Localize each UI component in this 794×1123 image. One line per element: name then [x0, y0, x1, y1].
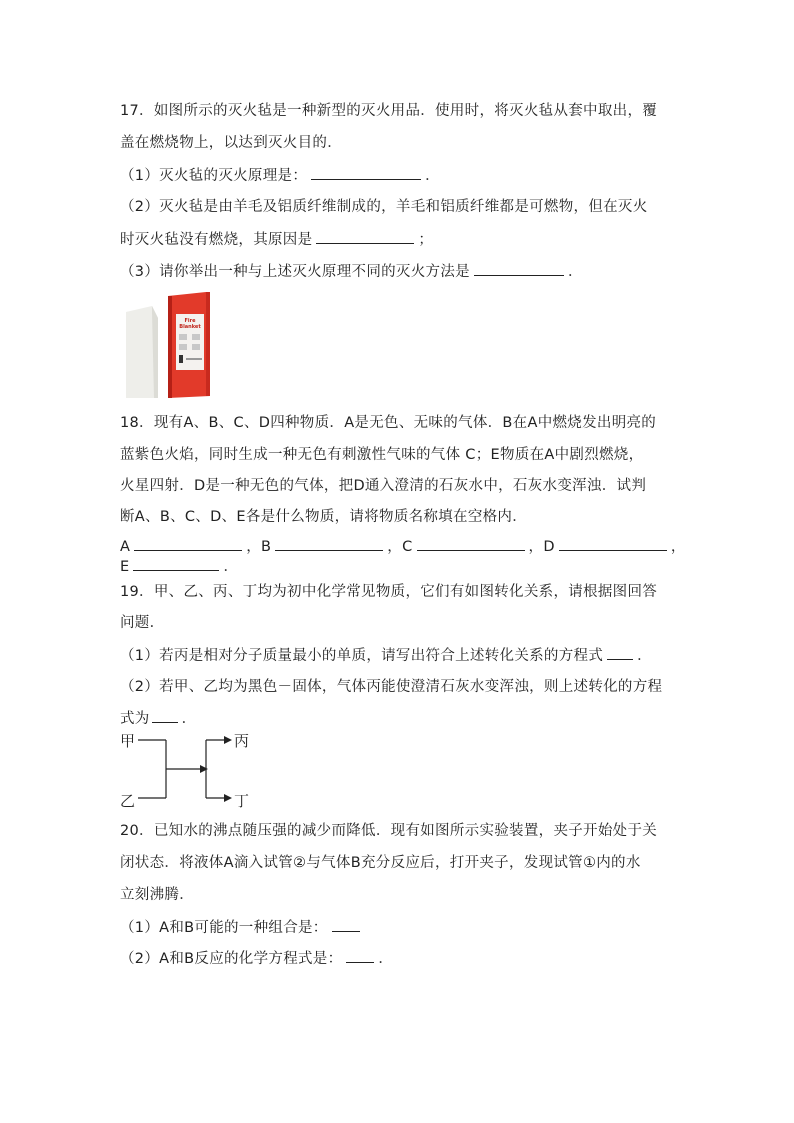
q20-sub-2 [120, 948, 393, 969]
q19-line-1: 19．甲、乙、丙、丁均为初中化学常见物质，它们有如图转化关系，请根据图回答 [120, 584, 658, 600]
q18-label-d: D [543, 539, 555, 555]
q17-line-1: 17．如图所示的灭火毡是一种新型的灭火用品．使用时，将灭火毡从套中取出，覆 [120, 103, 658, 119]
fire-blanket-photo [122, 292, 218, 400]
q18-blank-c[interactable] [417, 536, 525, 551]
q17-sub-3-text: （3）请你举出一种与上述灭火原理不同的灭火方法是 [120, 264, 470, 280]
q19-line-2: 问题． [120, 615, 165, 631]
q20-line-2: 闭状态．将液体A滴入试管②与气体B充分反应后，打开夹子，发现试管①内的水 [120, 855, 641, 871]
q18-answers [120, 536, 686, 557]
q20-line-1: 20．已知水的沸点随压强的减少而降低．现有如图所示实验装置，夹子开始处于关 [120, 823, 658, 839]
q17-blank-1[interactable] [311, 165, 421, 180]
q19-blank-1[interactable] [607, 645, 633, 660]
q20-blank-1[interactable] [332, 917, 360, 932]
q18-line-4: 断A、B、C、D、E各是什么物质，请将物质名称填在空格内． [120, 509, 528, 525]
q17-sub-1-text: （1）灭火毡的灭火原理是： [120, 168, 308, 184]
q17-blank-2[interactable] [316, 229, 414, 244]
q19-sub-1-end: ． [637, 648, 652, 664]
q18-comma-2: ， [387, 539, 403, 555]
blanket-label-1: Fire [184, 318, 196, 324]
q18-label-a: A [120, 539, 131, 555]
q19-sub-2-end: ． [181, 711, 197, 727]
diagram-label-jia: 甲 [120, 732, 136, 750]
q19-sub-2-text: 式为 [120, 711, 150, 727]
q18-line-1: 18．现有A、B、C、D四种物质．A是无色、无味的气体．B在A中燃烧发出明亮的 [120, 415, 657, 431]
diagram-label-bing: 丙 [234, 732, 250, 750]
q18-end: ． [223, 559, 239, 575]
q18-answer-e [120, 556, 238, 577]
diagram-label-ding: 丁 [234, 792, 250, 810]
q17-sub-3 [120, 261, 583, 282]
diagram-arrow-middle-icon [200, 765, 208, 773]
q18-line-2: 蓝紫色火焰，同时生成一种无色有刺激性气味的气体 C；E物质在A中剧烈燃烧， [120, 447, 644, 463]
q18-label-c: C [402, 539, 413, 555]
q17-sub-1 [120, 165, 440, 186]
q20-blank-2[interactable] [346, 948, 374, 963]
q18-blank-d[interactable] [559, 536, 667, 551]
q17-sub-2-text: 时灭火毡没有燃烧，其原因是 [120, 232, 313, 248]
q20-sub-1-text: （1）A和B可能的一种组合是： [120, 920, 328, 936]
q20-sub-1 [120, 917, 364, 938]
q18-label-b: B [261, 539, 272, 555]
conversion-diagram [118, 730, 268, 810]
q18-blank-b[interactable] [275, 536, 383, 551]
q18-label-e: E [120, 559, 130, 575]
q17-sub-1-end: ． [425, 168, 440, 184]
q19-sub-2-cont [120, 708, 196, 729]
diagram-arrow-bing-icon [224, 736, 232, 744]
diagram-arrow-ding-icon [224, 794, 232, 802]
q18-blank-a[interactable] [134, 536, 242, 551]
q17-sub-2-end: ； [418, 232, 434, 248]
q18-comma-1: ， [246, 539, 262, 555]
q17-line-2: 盖在燃烧物上，以达到灭火目的． [120, 135, 342, 151]
q19-sub-1 [120, 645, 652, 666]
q20-sub-2-end: ． [378, 951, 394, 967]
q20-line-3: 立刻沸腾． [120, 887, 194, 903]
q18-comma-4: ， [670, 539, 686, 555]
q19-blank-2[interactable] [152, 708, 178, 723]
q17-sub-2-cont [120, 229, 433, 250]
q19-sub-1-text: （1）若丙是相对分子质量最小的单质，请写出符合上述转化关系的方程式 [120, 648, 604, 664]
q18-comma-3: ， [528, 539, 544, 555]
blanket-label-2: Blanket [179, 324, 201, 330]
q18-line-3: 火星四射．D是一种无色的气体，把D通入澄清的石灰水中，石灰水变浑浊．试判 [120, 478, 647, 494]
q18-blank-e[interactable] [133, 556, 219, 571]
q19-sub-2: （2）若甲、乙均为黑色－固体，气体丙能使澄清石灰水变浑浊，则上述转化的方程 [120, 679, 663, 695]
q20-sub-2-text: （2）A和B反应的化学方程式是： [120, 951, 343, 967]
q17-blank-3[interactable] [474, 261, 564, 276]
diagram-label-yi: 乙 [120, 792, 136, 810]
q17-sub-2: （2）灭火毡是由羊毛及铝质纤维制成的，羊毛和铝质纤维都是可燃物，但在灭火 [120, 199, 648, 215]
q17-sub-3-end: ． [567, 264, 583, 280]
